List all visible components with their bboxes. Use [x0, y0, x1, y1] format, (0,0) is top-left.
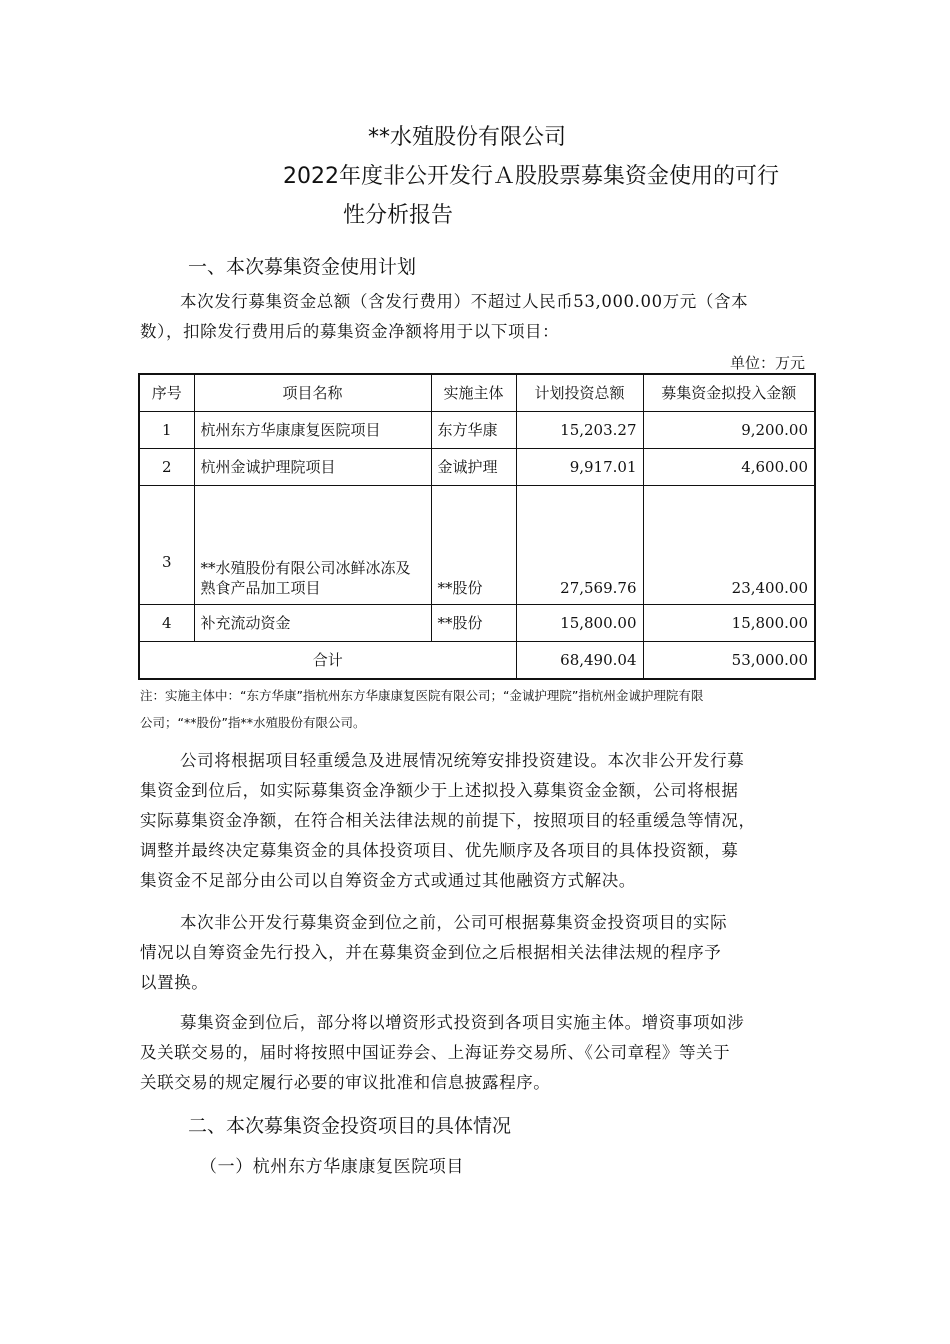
- cell-index: 2: [139, 449, 194, 486]
- cell-entity: 东方华康: [431, 412, 516, 449]
- cell-project: **水殖股份有限公司冰鲜冰冻及熟食产品加工项目: [194, 486, 431, 605]
- table-row: [139, 605, 815, 642]
- para-2-line: 集资金到位后，如实际募集资金净额少于上述拟投入募集资金金额，公司将根据: [140, 781, 739, 800]
- para-3-line: 本次非公开发行募集资金到位之前，公司可根据募集资金投资项目的实际: [180, 913, 728, 932]
- header-cell: 项目名称: [194, 374, 431, 412]
- cell-index: 3: [139, 486, 194, 605]
- para-4-line: 及关联交易的，届时将按照中国证券会、上海证券交易所、《公司章程》等关于: [140, 1043, 731, 1062]
- cell-entity: 金诚护理: [431, 449, 516, 486]
- cell-index: 1: [139, 412, 194, 449]
- para-4-line: 募集资金到位后，部分将以增资形式投资到各项目实施主体。增资事项如涉: [180, 1013, 745, 1032]
- section-1-heading: 一、本次募集资金使用计划: [188, 256, 417, 278]
- title-line-2: 2022年度非公开发行Ａ股股票募集资金使用的可行: [283, 164, 779, 189]
- title-line-3: 性分析报告: [343, 203, 454, 228]
- total-raised: 53,000.00: [643, 642, 815, 680]
- para-3-line: 以置换。: [140, 973, 209, 992]
- table-row: [139, 449, 815, 486]
- cell-planned: 15,800.00: [516, 605, 643, 642]
- table-note-line: 公司；“**股份”指**水殖股份有限公司。: [140, 715, 366, 730]
- cell-raised: 15,800.00: [643, 605, 815, 642]
- unit-label: 单位：万元: [729, 354, 805, 372]
- table-note-line: 注：实施主体中：“东方华康”指杭州东方华康康复医院有限公司；“金诚护理院”指杭州金诚护理院有限: [140, 688, 704, 703]
- para-3-line: 情况以自筹资金先行投入，并在募集资金到位之后根据相关法律法规的程序予: [140, 943, 722, 962]
- table-header-row: [139, 374, 815, 412]
- total-label: 合计: [139, 642, 516, 680]
- cell-planned: 27,569.76: [516, 486, 643, 605]
- section-2-heading: 二、本次募集资金投资项目的具体情况: [188, 1115, 512, 1137]
- para-2-line: 调整并最终决定募集资金的具体投资项目、优先顺序及各项目的具体投资额，募: [140, 841, 739, 860]
- cell-raised: 4,600.00: [643, 449, 815, 486]
- cell-project: 杭州东方华康康复医院项目: [194, 412, 431, 449]
- para-4-line: 关联交易的规定履行必要的审议批准和信息披露程序。: [140, 1073, 551, 1092]
- cell-project: 杭州金诚护理院项目: [194, 449, 431, 486]
- para-2-line: 实际募集资金净额，在符合相关法律法规的前提下，按照项目的轻重缓急等情况，: [140, 811, 756, 830]
- cell-index: 4: [139, 605, 194, 642]
- header-cell: 募集资金拟投入金额: [643, 374, 815, 412]
- title-line-1: **水殖股份有限公司: [368, 125, 567, 150]
- header-cell: 计划投资总额: [516, 374, 643, 412]
- header-cell: 实施主体: [431, 374, 516, 412]
- cell-entity: **股份: [431, 605, 516, 642]
- funding-table: [138, 373, 816, 680]
- para-1-line: 本次发行募集资金总额（含发行费用）不超过人民币53,000.00万元（含本: [180, 292, 749, 311]
- header-cell: 序号: [139, 374, 194, 412]
- cell-planned: 9,917.01: [516, 449, 643, 486]
- cell-raised: 9,200.00: [643, 412, 815, 449]
- para-2-line: 公司将根据项目轻重缓急及进展情况统筹安排投资建设。本次非公开发行募: [180, 751, 745, 770]
- cell-planned: 15,203.27: [516, 412, 643, 449]
- table-row: [139, 412, 815, 449]
- cell-project: 补充流动资金: [194, 605, 431, 642]
- subsection-heading: （一）杭州东方华康康复医院项目: [200, 1157, 464, 1177]
- table-total-row: [139, 642, 815, 680]
- para-1-line: 数），扣除发行费用后的募集资金净额将用于以下项目：: [140, 322, 560, 341]
- table-row: [139, 486, 815, 605]
- cell-entity: **股份: [431, 486, 516, 605]
- para-2-line: 集资金不足部分由公司以自筹资金方式或通过其他融资方式解决。: [140, 871, 636, 890]
- cell-raised: 23,400.00: [643, 486, 815, 605]
- total-planned: 68,490.04: [516, 642, 643, 680]
